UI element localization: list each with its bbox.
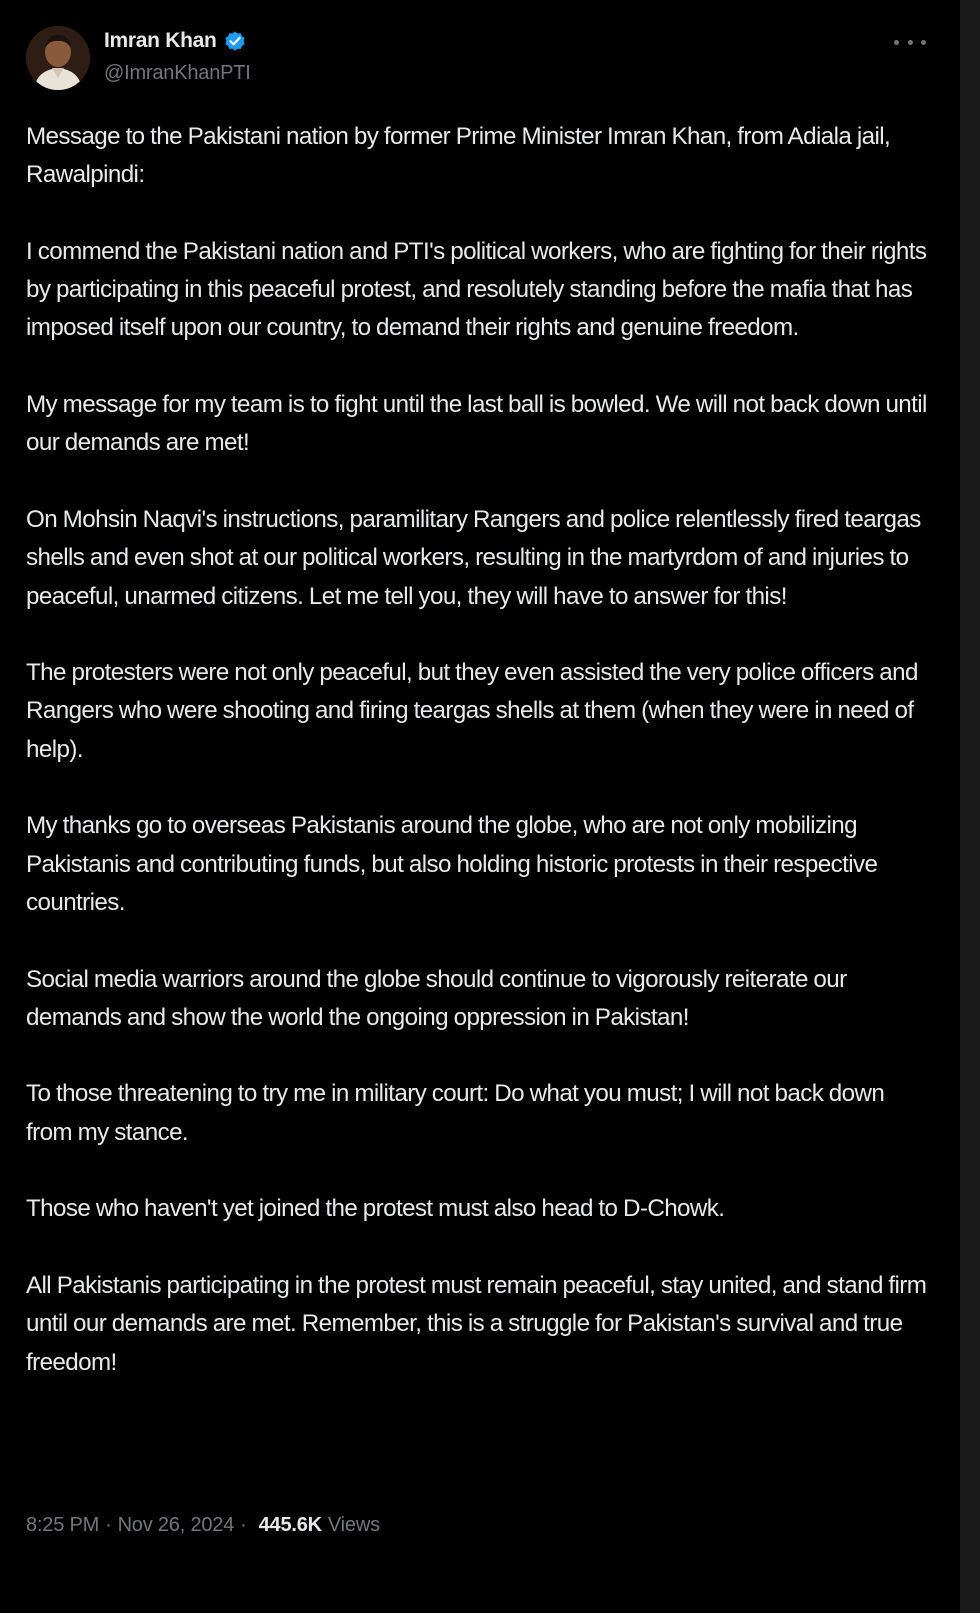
more-dot: [908, 40, 913, 45]
author-handle[interactable]: @ImranKhanPTI: [104, 62, 251, 84]
tweet-paragraph: Social media warriors around the globe should continue to vigorously reiterate our demands and show the world the ongoing oppression in Pakistan!: [26, 965, 847, 1031]
scrollbar-track: [960, 0, 980, 1613]
tweet-paragraph: All Pakistanis participating in the protest must remain peaceful, stay united, and stand firm until our demands are met. Remember, this is a struggle for Pakistan's survival and true freedom!: [26, 1271, 927, 1376]
display-name[interactable]: Imran Khan: [104, 29, 217, 52]
tweet-paragraph: Message to the Pakistani nation by former Prime Minister Imran Khan, from Adiala jail, Rawalpindi:: [26, 123, 891, 189]
tweet-time[interactable]: 8:25 PM: [26, 1514, 100, 1536]
more-dot: [894, 40, 899, 45]
tweet-paragraph: The protesters were not only peaceful, but they even assisted the very police officers and Rangers who were shooting and firing teargas shells at them (when they were in need of help).: [26, 659, 918, 763]
name-row: [104, 28, 251, 54]
ellipsis-icon[interactable]: [894, 32, 926, 52]
views-label: Views: [327, 1514, 380, 1536]
tweet-date[interactable]: Nov 26, 2024: [117, 1514, 235, 1536]
tweet-paragraph: My thanks go to overseas Pakistanis around the globe, who are not only mobilizing Pakistanis and contributing funds, but also holding historic protests in their respective countries.: [26, 812, 878, 916]
profile-photo-icon: [26, 26, 90, 90]
tweet-paragraph: To those threatening to try me in military court: Do what you must; I will not back down from my stance.: [26, 1080, 885, 1146]
verified-badge-icon[interactable]: [223, 29, 247, 53]
tweet-paragraph: I commend the Pakistani nation and PTI's political workers, who are fighting for their rights by participating in this peaceful protest, and resolutely standing before the mafia that has imposed itself upon our country, to demand their rights and genuine freedom.: [26, 237, 927, 342]
avatar[interactable]: [26, 26, 90, 90]
more-dot: [921, 40, 926, 45]
tweet-header: [26, 26, 934, 96]
views-count[interactable]: 445.6K: [258, 1514, 322, 1536]
tweet-paragraph: Those who haven't yet joined the protest must also head to D-Chowk.: [26, 1195, 725, 1223]
tweet-text: [26, 118, 934, 1382]
tweet-paragraph: On Mohsin Naqvi's instructions, paramilitary Rangers and police relentlessly fired teargas shells and even shot at our political workers, resulting in the martyrdom of and injuries to peaceful, unarmed citizens. Let me tell you, they will have to answer for this!: [26, 505, 921, 610]
meta-separator: ·: [240, 1514, 247, 1536]
tweet-meta: [26, 1514, 380, 1537]
meta-separator: ·: [105, 1514, 112, 1536]
author-names: [104, 28, 251, 85]
tweet-paragraph: My message for my team is to fight until the last ball is bowled. We will not back down until our demands are met!: [26, 391, 927, 457]
